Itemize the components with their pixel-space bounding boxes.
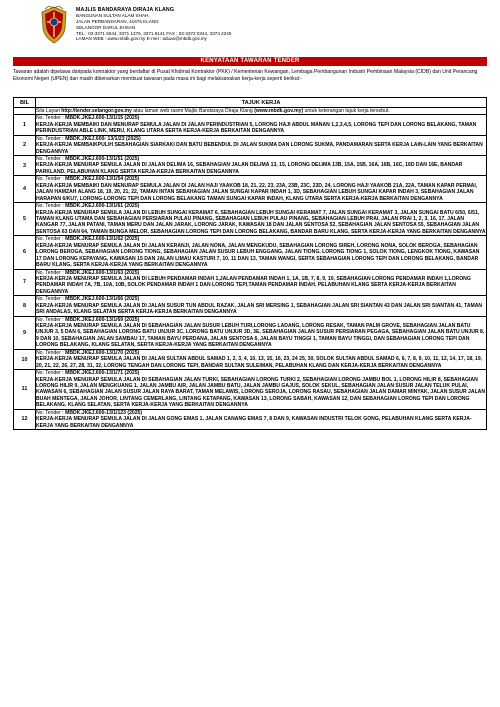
address-line: SELANGOR DARUL EHSAN — [76, 24, 136, 30]
row-number: 4 — [14, 176, 36, 203]
tender-title: KERJA-KERJA MENURAP SEMULA JALAN DI JALAN DELIMA 16, SEBAHAGIAN JALAN DELIMA 13, 15, LORONG DELIMA 13B, 15A, 15B, 16A, 16B, 16C, 16D DAN 16E, BANDAR PARKLAND, PELABUHAN KLANG SERTA KERJA-KERJA BERKAITAN DENGANNYA — [36, 162, 463, 175]
table-header-row — [14, 98, 487, 108]
tender-title: KERJA-KERJA MENURAP SEMULA JALAN DI JALAN GONG EMAS 1, JALAN CANANG EMAS 7, 8 DAN 9, KAWASAN INDUSTRI TELOK GONG, PELABUHAN KLANG SERTA KERJA-KERJA YANG BERKAITAN DENGANNYA — [36, 416, 472, 429]
tender-title: KERJA-KERJA MENURAP SEMULA JALAN DI SEBAHAGIAN JALAN SUSUR LEBUH TURI,LORONG LADANG, LORONG RESAK, TAMAN PALM GROVE, SEBAHAGIAN JALAN BATU UNJUR 3, 5 DAN 6, SEBAHAGIAN LORONG BATU UNJUR 3C, LORONG BATU UNJUR 3D, 3E, SEBAHAGIAN JALAN SUSUR PERSIARAN PEGAGA, SEBAHAGIAN JALAN BATU UNJUR 8, 9 DAN 10, SEBAHAGIAN JALAN SAMBAU 17, TAMAN BAYU PERDANA, JALAN SENTOSA 6, JALAN BAYU TINGGI 1, TAMAN BAYU TINGGI, DAN SEBAHAGIAN LORONG TEPI DAN LORONG BELAKANG, KLANG SELATAN, SERTA KERJA-KERJA YANG BERKAITAN DENGANNYA — [36, 323, 485, 349]
address-line: BANGUNAN SULTAN ALAM SHAH, — [76, 13, 150, 19]
row-number: 12 — [14, 409, 36, 429]
tender-table — [13, 97, 487, 430]
row-number: 8 — [14, 296, 36, 316]
table-row — [14, 296, 487, 316]
tender-cell — [36, 316, 487, 349]
table-row — [14, 203, 487, 236]
tender-cell — [36, 370, 487, 410]
tender-number-value: MBDK.JKEJ.600-13/1/54 (2025) — [65, 176, 140, 183]
letterhead — [40, 6, 480, 58]
tender-title: KERJA-KERJA MENURAP SEMULA JALAN DI JALAN SULTAN ABDUL SAMAD 1, 2, 3, 4, 10, 13, 15, 16, 23, 24 25, 30, SOLOK SULTAN ABDUL SAMAD 6, 6, 7, 8, 9, 10, 11, 12, 14, 17, 18, 19, 20, 21, 22, 26, 27, 28, 31, 32, LORONG TENGAH DAN LORONG TEPI, BANDAR SULTAN SULEIMAN, PELABUHAN KLANG DAN KERJA-KERJA BERKAITAN DENGANNYA — [36, 356, 483, 369]
tender-number-value: MBDK.JKEJ.600-13/1/71 (2025) — [65, 370, 140, 377]
tender-cell — [36, 296, 487, 316]
row-number: 10 — [14, 349, 36, 369]
tender-number-value: MBDK.JKEJ.600-13/1/123 (2025) — [65, 409, 143, 416]
info-text: untuk keterangan tajuk kerja tersebut. — [303, 108, 390, 114]
row-number: 5 — [14, 203, 36, 236]
tender-number-label: No. Tender : — [36, 156, 66, 163]
info-row — [14, 108, 487, 115]
tender-cell — [36, 115, 487, 135]
tender-cell — [36, 156, 487, 176]
tender-cell — [36, 176, 487, 203]
tender-title: KERJA-KERJA MENURAP SEMULA JALAN DI SEBAHAGIAN JALAN TURKI, SEBAHAGIAN LORONG TURKI 2, SEBAHAGIAN LORONG JAMBU BOL 1, LORONG HILIR 8, SEBAHAGIAN LORONG HILIR 9, JALAN MENGKUANG 1, JALAN JAMBU AIR, JALAN JAMBU BATU, JALAN JAMBU GAJUS, SOLOK SEKUL, SEBAHAGIAN JALAN SUSUR JALAN TELUK PULAI, KAWASAN 6, SEBAHAGIAN JALAN SUSUR JALAN RAYA BARAT, TAMAN MELAWIS, LORONG SEROJA, LORONG RASAU, SEBAHAGIAN JALAN DAMAR MINYAK, JALAN SUSUR JALAN BUAH MENTEGA, JALAN JOHOR, LINTANG CEMERLANG, LINTANG KETAPANG, KAWASAN 13, LORONG SABAH, KAWASAN 12, DAN SEBAHAGIAN LORONG TEPI DAN LORONG BELAKANG, KLANG SELATAN, SERTA KERJA-KERJA YANG BERKAITAN DENGANNYA — [36, 376, 486, 409]
tender-number-label: No. Tender : — [36, 316, 66, 323]
notice-banner: KENYATAAN TAWARAN TENDER — [13, 57, 487, 66]
tender-number-value: MBDK.JKEJ.600-13/1/70 (2025) — [65, 349, 140, 356]
tender-number-label: No. Tender : — [36, 115, 66, 122]
council-website-link[interactable]: (www.mbdk.gov.my) — [254, 108, 304, 114]
intro-paragraph: Tawaran adalah dipelawa daripada kontraktor yang berdaftar di Pusat Khidmat Kontraktor (PKK) / Kementerian Kewangan, Lembaga Pembangunan Industri Pembinaan Malaysia (CIDB) dan Unit Perancang Ekonomi Negeri (UPEN) dan masih dibenarkan membuat tawaran pada masa ini bagi melaksanakan kerja-kerja seperti berikut:- — [13, 69, 478, 82]
tender-number-label: No. Tender : — [36, 236, 66, 243]
tender-number-label: No. Tender : — [36, 269, 66, 276]
tender-number-value: MBDK.JKEJ.600-13/1/66 (2025) — [65, 296, 140, 303]
council-crest-icon — [40, 6, 68, 44]
tender-number-value: MBDK.JKEJ.600-13/1/15 (2025) — [65, 115, 140, 122]
tender-number-label: No. Tender : — [36, 135, 66, 142]
row-number: 7 — [14, 269, 36, 296]
letterhead-text — [76, 7, 476, 42]
column-header-bil: BIL — [14, 98, 36, 108]
tender-title: KERJA-KERJA MEMBAIKI DAN MENURAP SEMULA JALAN DI JALAN PERINDUSTRIAN 5, LORONG HAJI ABDUL MANAN 1,2,3,4,5, LORONG TEPI DAN LORONG BELAKANG, TAMAN PERINDUSTRIAN ABLE LINK, MERU, KLANG UTARA SERTA KERJA-KERJA BERKAITAN DENGANNYA — [36, 121, 477, 135]
tender-number-value: MBDK.JKEJ.600-13/1/69 (2025) — [65, 316, 140, 323]
tender-number-label: No. Tender : — [36, 176, 66, 183]
tender-cell — [36, 135, 487, 155]
tender-title: KERJA-KERJA MEMBAIKI DAN MENURAP SEMULA JALAN DI JALAN HAJI YAAKOB 18, 21, 22, 23, 23A, 23B, 23C, 23D, 24, LORONG HAJI YAAKOB 21A, 22A, TAMAN KAPAR PERMAI, JALAN HAMZAH ALANG 18, 19, 20, 21, 22, TAMAN INTAN SEBAHAGIAN JALAN SUNGAI KAPAR INDAH 1, 3D, SEBAHAGIAN LEBUH SUNGAI KAPAR INDAH 3, SEBAHAGIAN JALAN HARAPAN 6/KU7, LORONG-LORONG TEPI DAN LORONG BELAKANG TAMAN SUNGAI KAPAR INDAH, KLANG UTARA SERTA KERJA-KERJA BERKAITAN DENGANNYA — [36, 182, 478, 202]
info-text: atau laman web rasmi Majlis Bandaraya Diraja Klang — [131, 108, 255, 114]
tender-number-value: MBDK.JKEJ.600-13/1/63 (2025) — [65, 269, 140, 276]
tender-number-value: MBDK.JKEJ.600-13/1/51 (2025) — [65, 156, 140, 163]
table-row — [14, 316, 487, 349]
tender-number-label: No. Tender : — [36, 349, 66, 356]
web-email-line: LAMAN WEB : www.mbdk.gov.my E-mel : aduan@mbdk.gov.my — [76, 36, 207, 42]
tender-cell — [36, 203, 487, 236]
org-name: MAJLIS BANDARAYA DIRAJA KLANG — [76, 7, 175, 13]
table-row — [14, 269, 487, 296]
info-row-blank — [14, 108, 36, 115]
table-row — [14, 370, 487, 410]
tender-number-label: No. Tender : — [36, 409, 66, 416]
tender-title: KERJA-KERJA MENURAP SEMULA JALAN DI LEBUH PENDAMAR INDAH 1,JALAN PENDAMAR INDAH 1, 1A, 1B, 7, 8, 9, 10, SEBAHAGIAN LORONG PENDAMAR INDAH 1,LORONG PENDAMAR INDAH 7A, 7B, 10A, 10B, SOLOK PENDAMAR INDAH 1 DAN LORONG TEPI,TAMAN PENDAMAR INDAH, PELABUHAN KLANG SERTA KERJA-KERJA BERKAITAN DENGANNYA — [36, 275, 471, 295]
tender-cell — [36, 269, 487, 296]
tender-number-label: No. Tender : — [36, 370, 66, 377]
tender-number-label: No. Tender : — [36, 203, 66, 210]
info-text: Sila Layari — [36, 108, 62, 114]
tender-number-value: MBDK.JKEJ.600-13/1/62 (2025) — [65, 236, 140, 243]
table-row — [14, 156, 487, 176]
table-row — [14, 409, 487, 429]
row-number: 2 — [14, 135, 36, 155]
table-row — [14, 176, 487, 203]
row-number: 9 — [14, 316, 36, 349]
tender-cell — [36, 236, 487, 269]
tender-cell — [36, 409, 487, 429]
table-row — [14, 236, 487, 269]
table-row — [14, 135, 487, 155]
table-row — [14, 349, 487, 369]
tender-number-label: No. Tender : — [36, 296, 66, 303]
row-number: 1 — [14, 115, 36, 135]
row-number: 11 — [14, 370, 36, 410]
tender-title: KERJA-KERJA MEMBAIKPULIH SEBAHAGIAN SIARKAKI DAN BATU BEBENDUL DI JALAN SUKMA DAN LORONG SUKMA, PANDAMARAN SERTA KERJA LAIN-LAIN YANG BERKAITAN DENGANNYA — [36, 142, 483, 155]
column-header-tajuk: TAJUK KERJA — [36, 98, 487, 108]
info-cell — [36, 108, 487, 115]
tender-title: KERJA-KERJA MENURAP SEMULA JALAN DI JALAN KERANJI, JALAN NONA, JALAN MENGKUDU, SEBAHAGIAN LORONG SIREH, LORONG NONA, SOLOK BEROGA, SEBAHAGIAN LORONG BEROGA, SEBAHAGIAN LORONG TIONG, SEBAHAGIAN JALAN SUSUR LEBUH ENGGANG, JALAN TIONG, LORONG TIONG 1, SOLOK TIONG, LENGKOK TIONG, KAWASAN 17 DAN LORONG KEPAYANG, KAWASAN 15 DAN JALAN LIMAU KASTURI 7, 10, 11 DAN 13, TAMAN WANGI, SERTA SEBAHAGIAN LORONG TEPI DAN LORONG BELAKANG, BANDAR BARU KLANG, SERTA KERJA-KERJA YANG BERKAITAN DENGANNYA — [36, 242, 480, 269]
tender-number-value: MBDK.JKEJ.600- 13/1/23 (2025) — [65, 135, 141, 142]
tender-number-value: MBDK.JKEJ.600-13/1/61 (2025) — [65, 203, 140, 210]
table-row — [14, 115, 487, 135]
tender-title: KERJA-KERJA MENURAP SEMULA JALAN DI LEBUH SUNGAI KERAMAT 6, SEBAHAGIAN LEBUH SUNGAI KERAMAT 7, JALAN SUNGAI KERAMAT 3, JALAN SUNGAI BATU 6/50, 6/51, TAMAN KLANG UTAMA DAN SEBAHAGIAN PERSIARAN PULAU PINANG, SEBAHAGIAN LEBUH PULAU PINANG, SEBAHAGIAN LEBUH PRAI, JALAN PRAI 1, 2, 3, 16, 17, JALAN KANGAR 77, JALAN PATANI, TAMAN MERU DAN JALAN JARAK, LORONG JARAK, KAWASAN 18 DAN JALAN SENTOSA 52, SEBAHAGIAN JALAN SENTOSA 55, SEBAHAGIAN JALAN SENTOSA 63 DAN 64, TAMAN BUNGA MELOR, SEBAHAGIAN LORONG TEPI DAN LORONG BELAKANG, BANDAR BARU KLANG, SERTA KERJA-KERJA YANG BERKAITAN DENGANNYA — [36, 209, 486, 235]
telephone-fax-line: TEL : 03-3371 6044, 3371 1376, 3371 6141 FAX : 03-3372 0344, 3374 2245 — [76, 30, 232, 36]
row-number: 6 — [14, 236, 36, 269]
address-line: JALAN PERBANDARAN, 41675 KLANG — [76, 19, 159, 25]
tender-portal-link[interactable]: http://tender.selangor.gov.my — [61, 108, 132, 114]
tender-cell — [36, 349, 487, 369]
row-number: 3 — [14, 156, 36, 176]
tender-title: KERJA-KERJA MENURAP SEMULA JALAN DI JALAN SUSUR TUN ABDUL RAZAK, JALAN SRI MERSING 1, SEBAHAGIAN JALAN SRI SIANTAN 43 DAN JALAN SRI SIANTAN 41, TAMAN SRI ANDALAS, KLANG SELATAN SERTA KERJA-KERJA BERKAITAN DENGANNYA — [36, 302, 483, 316]
